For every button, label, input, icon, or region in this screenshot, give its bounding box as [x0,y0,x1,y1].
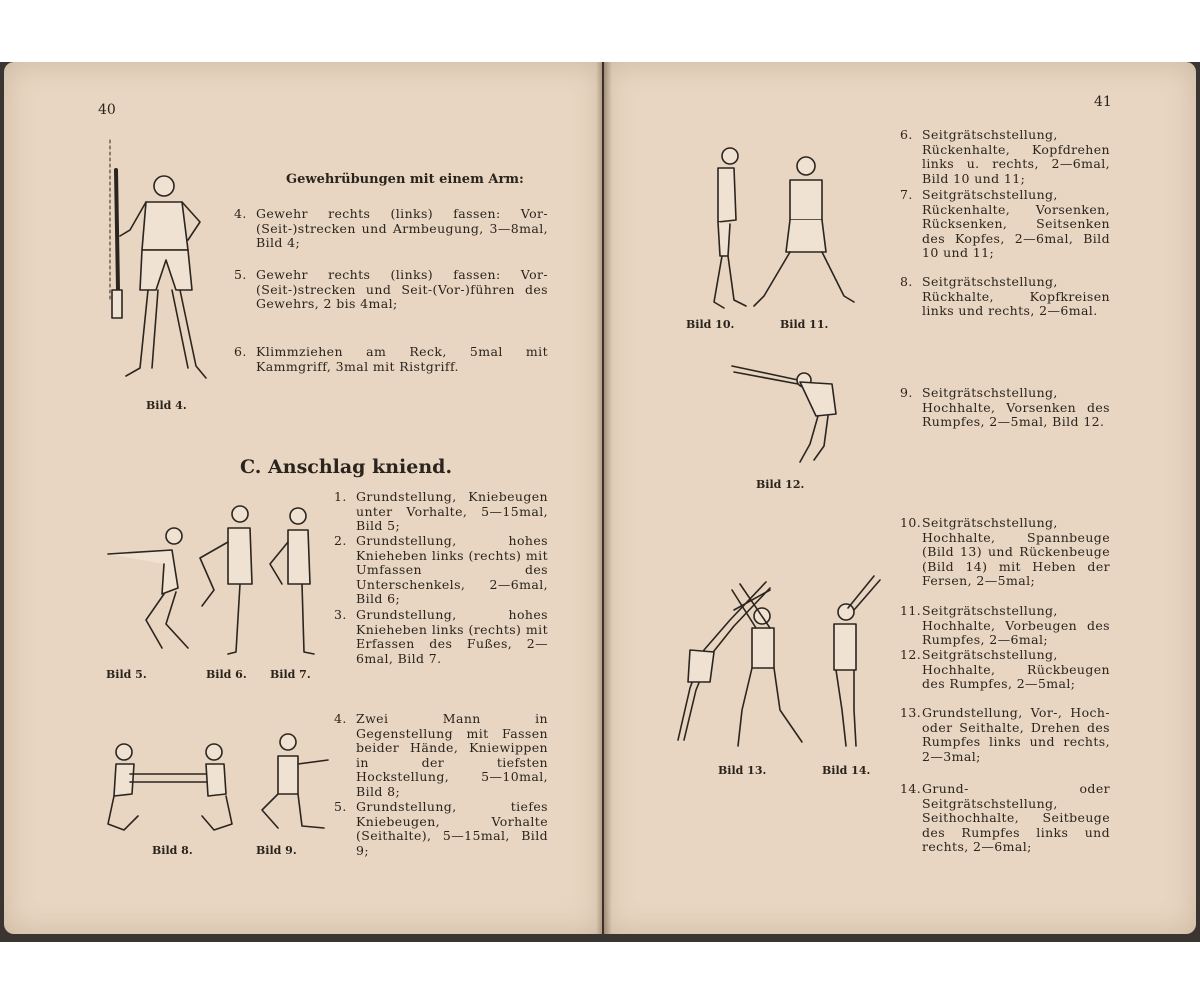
exercise-text: Grundstellung, Kniebeugen unter Vorhalte, 5—15mal, Bild 5; [356,489,548,534]
right-page [604,62,1196,934]
figure-bild-8-9 [102,730,332,840]
caption-bild-5: Bild 5. [106,668,147,681]
exercise-left-k4 [334,711,548,800]
exercise-right-8 [900,274,1110,319]
caption-bild-9: Bild 9. [256,844,297,857]
exercise-left-k1 [334,489,548,534]
figure-bild-12 [728,358,848,468]
exercise-number: 7. [900,187,913,202]
exercise-text: Grund- oder Seitgrätschstellung, Seithochhalte, Seitbeuge des Rumpfes links und rechts, 2—6mal; [922,781,1110,855]
exercise-number: 5. [234,267,247,282]
left-page [4,62,602,934]
exercise-text: Seitgrätschstellung, Rückenhalte, Kopfdrehen links u. rechts, 2—6mal, Bild 10 und 11; [922,127,1110,186]
caption-bild-13: Bild 13. [718,764,767,777]
exercise-text: Seitgrätschstellung, Rückhalte, Kopfkreisen links und rechts, 2—6mal. [922,274,1110,319]
exercise-number: 4. [334,711,347,726]
exercise-number: 2. [334,533,347,548]
exercise-right-12 [900,647,1110,692]
exercise-right-10 [900,515,1110,589]
exercise-number: 1. [334,489,347,504]
exercise-number: 8. [900,274,913,289]
figure-bild-4 [92,140,222,390]
page-number-right: 41 [1094,94,1112,110]
exercise-number: 5. [334,799,347,814]
exercise-left-k2 [334,533,548,607]
caption-bild-4: Bild 4. [146,399,187,412]
exercise-text: Zwei Mann in Gegenstellung mit Fassen beider Hände, Kniewippen in der tiefsten Hockstellung, 5—10mal, Bild 8; [356,711,548,799]
exercise-text: Seitgrätschstellung, Hochhalte, Vorsenken des Rumpfes, 2—5mal, Bild 12. [922,385,1110,430]
exercise-text: Gewehr rechts (links) fassen: Vor-(Seit-)strecken und Seit-(Vor-)führen des Gewehrs, 2 bis 4mal; [256,267,548,312]
exercise-number: 14. [900,781,922,796]
exercise-left-5 [234,267,548,312]
figure-bild-10-11 [694,146,864,316]
exercise-text: Seitgrätschstellung, Rückenhalte, Vorsenken, Rücksenken, Seitsenken des Kopfes, 2—6mal, Bild 10 und 11; [922,187,1110,261]
exercise-number: 4. [234,206,247,221]
exercise-text: Grundstellung, hohes Knieheben links (rechts) mit Umfassen des Unterschenkels, 2—6mal, Bild 6; [356,533,548,607]
exercise-right-6 [900,127,1110,186]
exercise-text: Klimmziehen am Reck, 5mal mit Kammgriff, 3mal mit Ristgriff. [256,344,548,374]
caption-bild-14: Bild 14. [822,764,871,777]
exercise-number: 13. [900,705,922,720]
book-gutter [596,62,612,934]
caption-bild-8: Bild 8. [152,844,193,857]
exercise-number: 6. [234,344,247,359]
caption-bild-10: Bild 10. [686,318,735,331]
exercise-text: Gewehr rechts (links) fassen: Vor-(Seit-)strecken und Armbeugung, 3—8mal, Bild 4; [256,206,548,251]
exercise-number: 6. [900,127,913,142]
exercise-left-k5 [334,799,548,858]
figure-bild-5-6-7 [104,498,324,663]
exercise-text: Seitgrätschstellung, Hochhalte, Vorbeugen des Rumpfes, 2—6mal; [922,603,1110,648]
caption-bild-7: Bild 7. [270,668,311,681]
exercise-text: Grundstellung, hohes Knieheben links (rechts) mit Erfassen des Fußes, 2—6mal, Bild 7. [356,607,548,666]
open-book [0,62,1200,942]
exercise-number: 9. [900,385,913,400]
exercise-left-4 [234,206,548,251]
exercise-text: Grundstellung, tiefes Kniebeugen, Vorhalte (Seithalte), 5—15mal, Bild 9; [356,799,548,858]
exercise-right-7 [900,187,1110,261]
exercise-text: Grundstellung, Vor-, Hoch- oder Seithalte, Drehen des Rumpfes links und rechts, 2—3mal; [922,705,1110,764]
exercise-right-14 [900,781,1110,855]
caption-bild-6: Bild 6. [206,668,247,681]
heading-gewehr: Gewehrübungen mit einem Arm: [286,172,524,187]
figure-bild-13-14 [670,570,890,760]
page-number-left: 40 [98,102,116,118]
exercise-text: Seitgrätschstellung, Hochhalte, Spannbeuge (Bild 13) und Rückenbeuge (Bild 14) mit Heben der Fersen, 2—5mal; [922,515,1110,589]
exercise-right-11 [900,603,1110,648]
exercise-number: 11. [900,603,922,618]
exercise-number: 12. [900,647,922,662]
caption-bild-11: Bild 11. [780,318,829,331]
caption-bild-12: Bild 12. [756,478,805,491]
exercise-number: 10. [900,515,922,530]
exercise-text: Seitgrätschstellung, Hochhalte, Rückbeugen des Rumpfes, 2—5mal; [922,647,1110,692]
section-title: C. Anschlag kniend. [240,456,453,478]
exercise-number: 3. [334,607,347,622]
exercise-right-13 [900,705,1110,764]
exercise-left-k3 [334,607,548,666]
exercise-left-6 [234,344,548,374]
exercise-right-9 [900,385,1110,430]
